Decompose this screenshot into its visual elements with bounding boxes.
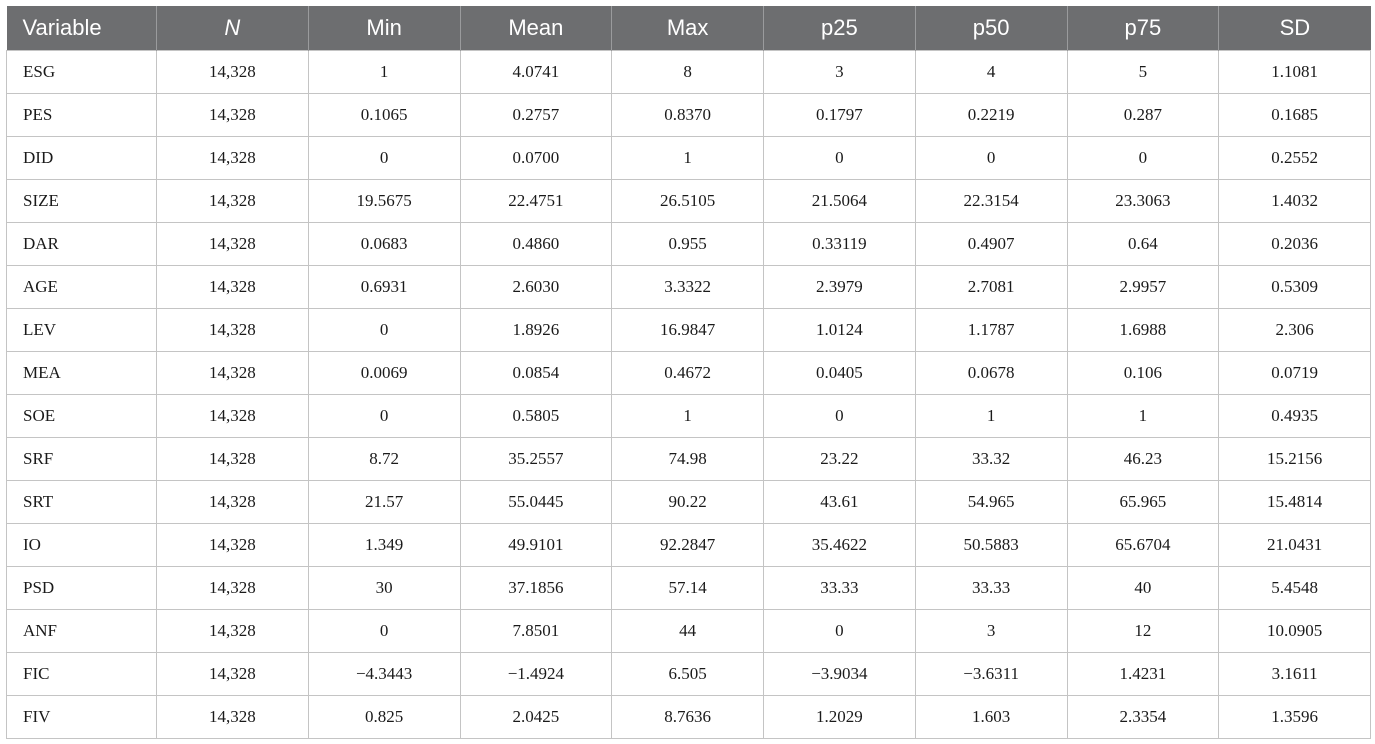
cell-p50: 1 [915,395,1067,438]
cell-max: 16.9847 [612,309,764,352]
cell-p75: 1.4231 [1067,653,1219,696]
cell-sd: 10.0905 [1219,610,1371,653]
cell-variable: AGE [7,266,157,309]
cell-n: 14,328 [157,352,309,395]
cell-p50: 33.33 [915,567,1067,610]
cell-variable: MEA [7,352,157,395]
cell-min: 1 [308,51,460,94]
cell-max: 57.14 [612,567,764,610]
cell-n: 14,328 [157,696,309,739]
cell-p75: 2.3354 [1067,696,1219,739]
cell-p25: 0.1797 [764,94,916,137]
cell-min: 0 [308,610,460,653]
cell-sd: 5.4548 [1219,567,1371,610]
cell-p50: 0 [915,137,1067,180]
table-row [7,395,1371,438]
cell-p75: 65.965 [1067,481,1219,524]
header-min: Min [308,6,460,51]
cell-variable: FIC [7,653,157,696]
cell-sd: 0.4935 [1219,395,1371,438]
cell-sd: 15.2156 [1219,438,1371,481]
cell-mean: 37.1856 [460,567,612,610]
cell-variable: ESG [7,51,157,94]
cell-p75: 0 [1067,137,1219,180]
cell-max: 0.955 [612,223,764,266]
cell-max: 1 [612,395,764,438]
table-row [7,653,1371,696]
header-sd: SD [1219,6,1371,51]
cell-p50: 33.32 [915,438,1067,481]
cell-mean: 2.0425 [460,696,612,739]
cell-max: 8.7636 [612,696,764,739]
cell-p75: 1.6988 [1067,309,1219,352]
cell-p50: 50.5883 [915,524,1067,567]
cell-p25: 0 [764,610,916,653]
table-row [7,524,1371,567]
cell-mean: 0.5805 [460,395,612,438]
cell-n: 14,328 [157,395,309,438]
cell-sd: 21.0431 [1219,524,1371,567]
cell-sd: 0.1685 [1219,94,1371,137]
cell-n: 14,328 [157,610,309,653]
table-row [7,94,1371,137]
cell-variable: IO [7,524,157,567]
cell-mean: 55.0445 [460,481,612,524]
cell-p25: 0.0405 [764,352,916,395]
cell-n: 14,328 [157,94,309,137]
cell-p75: 0.64 [1067,223,1219,266]
cell-n: 14,328 [157,481,309,524]
header-p75: p75 [1067,6,1219,51]
table-body [7,51,1371,739]
cell-min: 8.72 [308,438,460,481]
cell-mean: 35.2557 [460,438,612,481]
cell-min: 1.349 [308,524,460,567]
cell-variable: DAR [7,223,157,266]
cell-p50: 1.603 [915,696,1067,739]
cell-p75: 46.23 [1067,438,1219,481]
cell-max: 44 [612,610,764,653]
table-row [7,567,1371,610]
cell-n: 14,328 [157,524,309,567]
cell-p50: 2.7081 [915,266,1067,309]
cell-variable: PES [7,94,157,137]
cell-mean: 0.0854 [460,352,612,395]
cell-p25: 23.22 [764,438,916,481]
cell-sd: 15.4814 [1219,481,1371,524]
cell-p75: 1 [1067,395,1219,438]
cell-min: 0.0069 [308,352,460,395]
cell-mean: 0.2757 [460,94,612,137]
table-row [7,180,1371,223]
cell-max: 90.22 [612,481,764,524]
cell-sd: 3.1611 [1219,653,1371,696]
cell-p75: 12 [1067,610,1219,653]
cell-mean: 1.8926 [460,309,612,352]
cell-p75: 0.106 [1067,352,1219,395]
cell-p25: 0 [764,395,916,438]
descriptive-statistics-table [6,6,1371,739]
cell-mean: 7.8501 [460,610,612,653]
cell-max: 0.4672 [612,352,764,395]
cell-sd: 0.0719 [1219,352,1371,395]
cell-mean: 0.4860 [460,223,612,266]
table-header [7,6,1371,51]
cell-p75: 2.9957 [1067,266,1219,309]
cell-p75: 5 [1067,51,1219,94]
cell-variable: SOE [7,395,157,438]
cell-sd: 0.5309 [1219,266,1371,309]
cell-variable: SIZE [7,180,157,223]
cell-max: 1 [612,137,764,180]
header-n: N [157,6,309,51]
header-max: Max [612,6,764,51]
cell-sd: 2.306 [1219,309,1371,352]
cell-p25: 0.33119 [764,223,916,266]
table-row [7,481,1371,524]
cell-n: 14,328 [157,653,309,696]
table-row [7,696,1371,739]
cell-max: 92.2847 [612,524,764,567]
cell-variable: PSD [7,567,157,610]
cell-min: −4.3443 [308,653,460,696]
header-variable: Variable [7,6,157,51]
cell-min: 0.0683 [308,223,460,266]
cell-max: 0.8370 [612,94,764,137]
table-row [7,223,1371,266]
cell-variable: LEV [7,309,157,352]
cell-min: 0.825 [308,696,460,739]
cell-p50: 1.1787 [915,309,1067,352]
cell-mean: −1.4924 [460,653,612,696]
header-mean: Mean [460,6,612,51]
cell-max: 74.98 [612,438,764,481]
cell-p50: 0.0678 [915,352,1067,395]
cell-p25: 0 [764,137,916,180]
cell-max: 8 [612,51,764,94]
cell-p50: −3.6311 [915,653,1067,696]
cell-n: 14,328 [157,137,309,180]
cell-p75: 0.287 [1067,94,1219,137]
cell-max: 3.3322 [612,266,764,309]
table-row [7,51,1371,94]
cell-min: 0.1065 [308,94,460,137]
cell-sd: 0.2036 [1219,223,1371,266]
table-row [7,137,1371,180]
cell-max: 26.5105 [612,180,764,223]
table-row [7,309,1371,352]
cell-p25: −3.9034 [764,653,916,696]
cell-p25: 33.33 [764,567,916,610]
cell-n: 14,328 [157,309,309,352]
cell-p75: 40 [1067,567,1219,610]
cell-min: 30 [308,567,460,610]
cell-mean: 2.6030 [460,266,612,309]
cell-sd: 1.1081 [1219,51,1371,94]
cell-p50: 3 [915,610,1067,653]
cell-variable: SRF [7,438,157,481]
cell-variable: SRT [7,481,157,524]
cell-p25: 2.3979 [764,266,916,309]
cell-p75: 23.3063 [1067,180,1219,223]
cell-n: 14,328 [157,438,309,481]
cell-sd: 0.2552 [1219,137,1371,180]
header-p50: p50 [915,6,1067,51]
cell-n: 14,328 [157,180,309,223]
table-row [7,438,1371,481]
table-row [7,352,1371,395]
cell-p25: 21.5064 [764,180,916,223]
cell-min: 0 [308,395,460,438]
header-row [7,6,1371,51]
cell-p75: 65.6704 [1067,524,1219,567]
cell-p25: 3 [764,51,916,94]
cell-n: 14,328 [157,223,309,266]
header-p25: p25 [764,6,916,51]
cell-variable: FIV [7,696,157,739]
cell-min: 0.6931 [308,266,460,309]
table-row [7,266,1371,309]
cell-p25: 1.0124 [764,309,916,352]
cell-n: 14,328 [157,51,309,94]
cell-p50: 22.3154 [915,180,1067,223]
cell-min: 21.57 [308,481,460,524]
cell-p50: 54.965 [915,481,1067,524]
cell-n: 14,328 [157,266,309,309]
cell-mean: 22.4751 [460,180,612,223]
cell-mean: 4.0741 [460,51,612,94]
cell-p25: 35.4622 [764,524,916,567]
cell-p25: 43.61 [764,481,916,524]
cell-p50: 0.2219 [915,94,1067,137]
cell-p25: 1.2029 [764,696,916,739]
cell-mean: 49.9101 [460,524,612,567]
cell-min: 0 [308,137,460,180]
table-row [7,610,1371,653]
cell-sd: 1.3596 [1219,696,1371,739]
cell-sd: 1.4032 [1219,180,1371,223]
cell-variable: ANF [7,610,157,653]
cell-p50: 0.4907 [915,223,1067,266]
cell-n: 14,328 [157,567,309,610]
cell-min: 19.5675 [308,180,460,223]
cell-mean: 0.0700 [460,137,612,180]
cell-min: 0 [308,309,460,352]
cell-max: 6.505 [612,653,764,696]
cell-variable: DID [7,137,157,180]
cell-p50: 4 [915,51,1067,94]
